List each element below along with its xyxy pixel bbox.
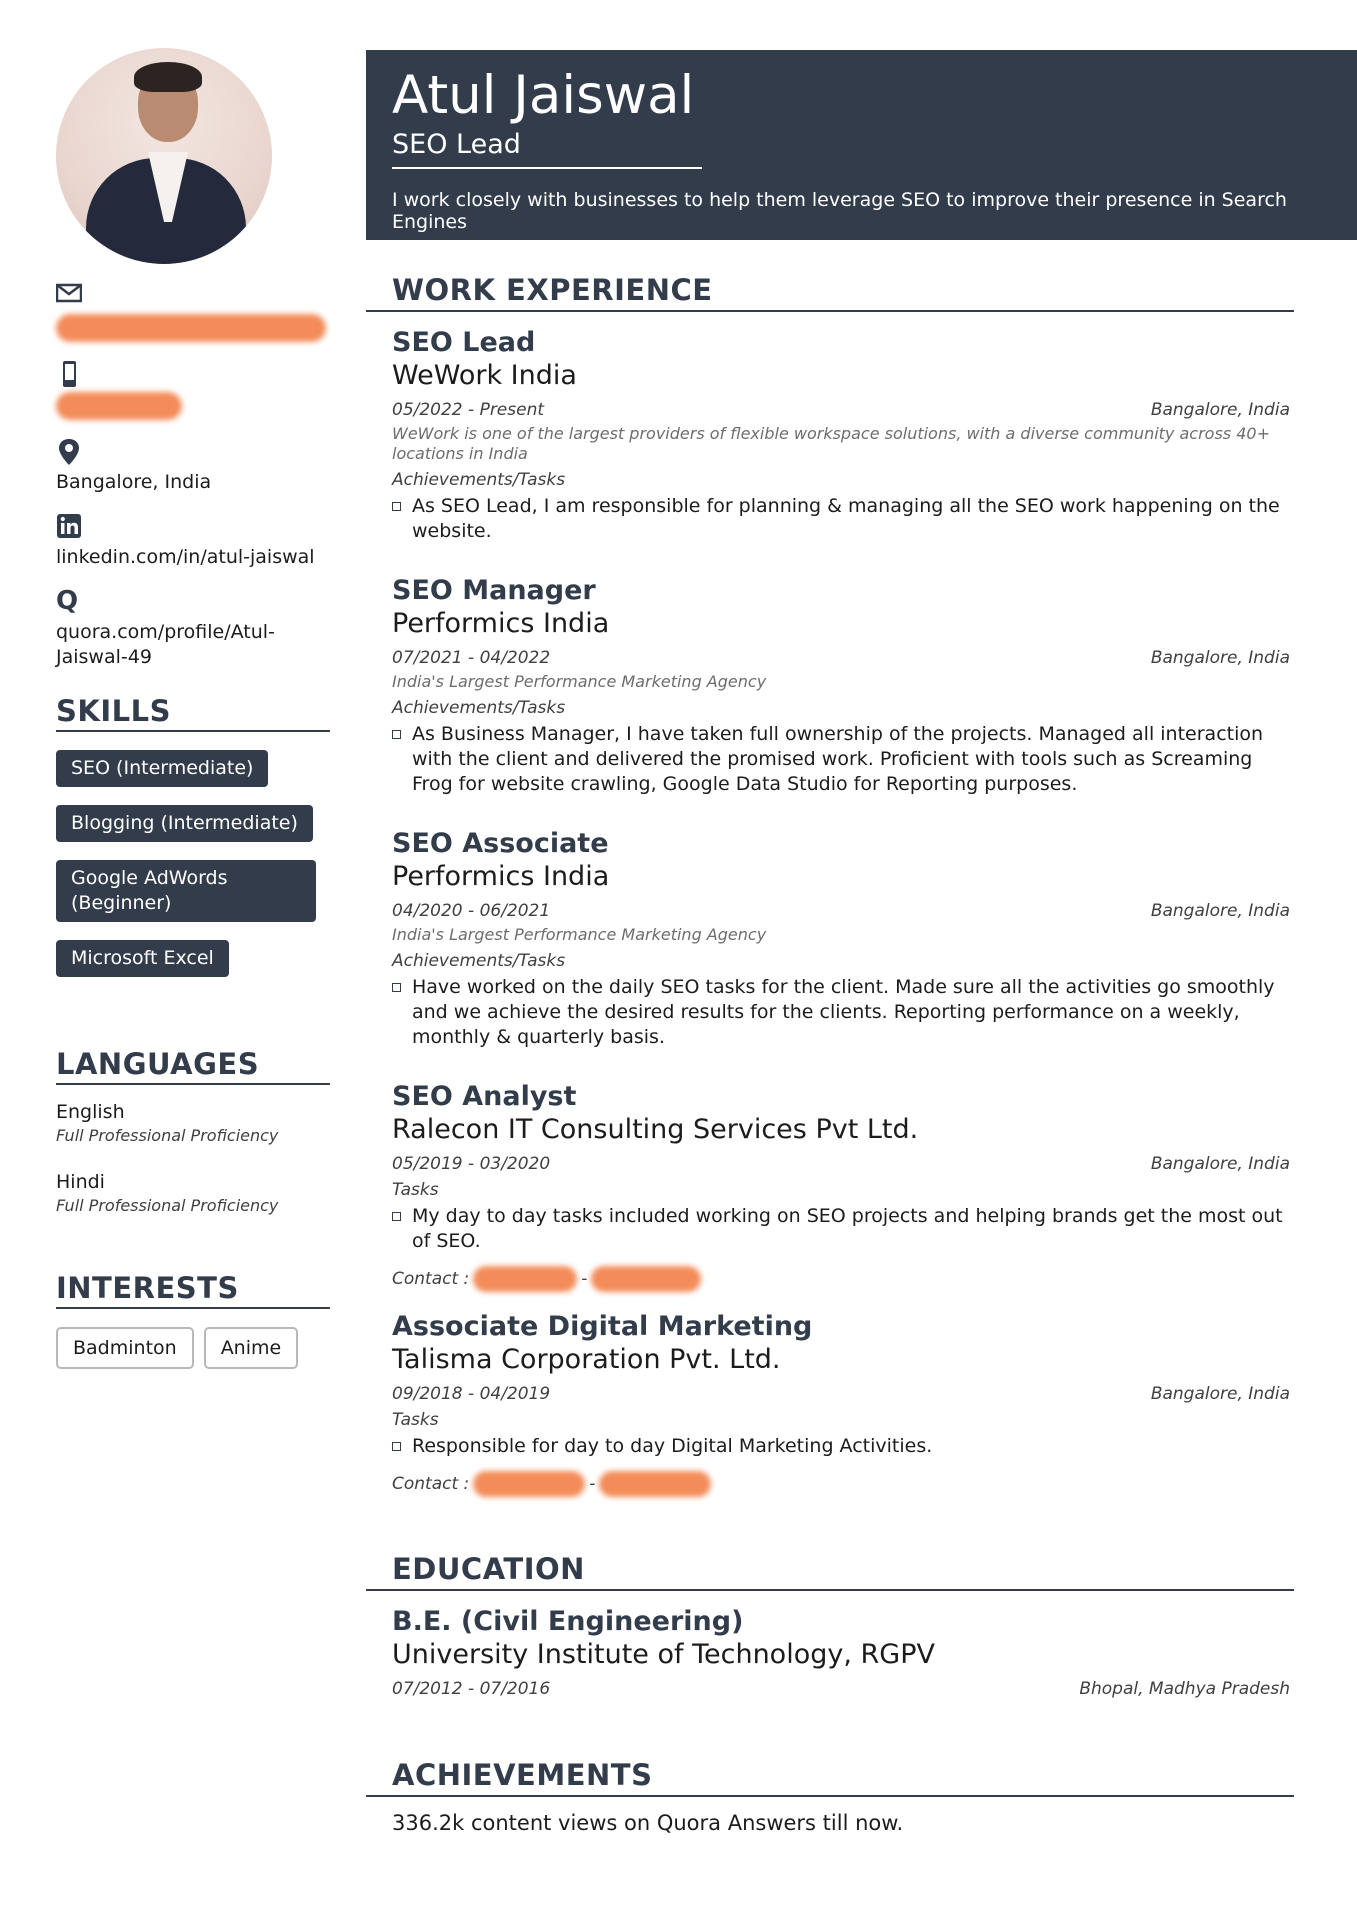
- interests-heading: INTERESTS: [56, 1271, 330, 1309]
- job-meta: [392, 400, 1290, 420]
- job-contact: [392, 1471, 1290, 1497]
- education-entry: [366, 1605, 1294, 1699]
- skill-tag: Microsoft Excel: [56, 940, 229, 977]
- task-bullet: Responsible for day to day Digital Marketing Activities.: [392, 1434, 1290, 1459]
- school: University Institute of Technology, RGPV: [392, 1639, 935, 1670]
- contact-phone-redacted: [599, 1471, 711, 1497]
- language-level: Full Professional Proficiency: [56, 1126, 279, 1145]
- job-contact: [392, 1266, 1290, 1292]
- linkedin-icon: [56, 513, 82, 539]
- job-company: Talisma Corporation Pvt. Ltd.: [392, 1344, 781, 1375]
- candidate-name: Atul Jaiswal: [392, 65, 695, 126]
- job-title: Associate Digital Marketing: [392, 1311, 813, 1342]
- education-location: Bhopal, Madhya Pradesh: [1079, 1679, 1290, 1699]
- job-dates: 09/2018 - 04/2019: [392, 1384, 551, 1404]
- phone-icon: [56, 360, 82, 386]
- achievement-text: 336.2k content views on Quora Answers till now.: [392, 1811, 904, 1835]
- skills-heading: SKILLS: [56, 694, 330, 732]
- job-location: Bangalore, India: [1150, 1384, 1290, 1404]
- contact-phone-redacted: [591, 1266, 701, 1292]
- quora-line-1: quora.com/profile/Atul-: [56, 621, 275, 643]
- job-entry: [366, 1080, 1294, 1292]
- skill-tag: SEO (Intermediate): [56, 750, 268, 787]
- quora-line-2: Jaiswal-49: [56, 646, 152, 668]
- job-company: WeWork India: [392, 360, 577, 391]
- skill-tag: Blogging (Intermediate): [56, 805, 313, 842]
- tasks-label: Achievements/Tasks: [392, 470, 566, 490]
- contact-separator: -: [581, 1269, 588, 1289]
- job-location: Bangalore, India: [1150, 400, 1290, 420]
- job-location: Bangalore, India: [1150, 648, 1290, 668]
- education-meta: [392, 1679, 1290, 1699]
- language-item: [56, 1171, 330, 1215]
- job-dates: 05/2019 - 03/2020: [392, 1154, 551, 1174]
- job-dates: 07/2021 - 04/2022: [392, 648, 551, 668]
- contact-label: Contact :: [392, 1269, 470, 1289]
- education-heading: EDUCATION: [366, 1549, 1294, 1591]
- location-pin-icon: [56, 438, 82, 464]
- email-redacted: [56, 314, 326, 342]
- envelope-icon: [56, 282, 82, 308]
- job-company: Ralecon IT Consulting Services Pvt Ltd.: [392, 1114, 919, 1145]
- job-description: India's Largest Performance Marketing Agency: [392, 672, 767, 691]
- tasks-label: Tasks: [392, 1410, 439, 1430]
- job-entry: [366, 1310, 1294, 1497]
- tasks-label: Achievements/Tasks: [392, 951, 566, 971]
- job-location: Bangalore, India: [1150, 901, 1290, 921]
- languages-heading: LANGUAGES: [56, 1047, 330, 1085]
- job-meta: [392, 1154, 1290, 1174]
- degree: B.E. (Civil Engineering): [392, 1606, 744, 1637]
- job-meta: [392, 648, 1290, 668]
- job-company: Performics India: [392, 608, 610, 639]
- task-bullet: My day to day tasks included working on SEO projects and helping brands get the most out of SEO.: [392, 1204, 1290, 1254]
- contact-label: Contact :: [392, 1474, 470, 1494]
- job-title: SEO Lead: [392, 327, 536, 358]
- interest-tag: Anime: [204, 1327, 299, 1369]
- job-meta: [392, 901, 1290, 921]
- skills-list: [56, 732, 330, 977]
- task-bullet: As Business Manager, I have taken full ownership of the projects. Managed all interaction with the client and delivered the promised work. Proficient with tools such as Screaming Frog for website crawling, Google Data Studio for Reporting purposes.: [392, 722, 1290, 797]
- contact-name-redacted: [473, 1471, 585, 1497]
- task-bullet: Have worked on the daily SEO tasks for the client. Made sure all the activities go smoothly and we achieve the desired results for the clients. Reporting performance on a weekly, monthly & quarterly basis.: [392, 975, 1290, 1050]
- job-description: WeWork is one of the largest providers of flexible workspace solutions, with a diverse community across 40+ locations in India: [392, 424, 1270, 463]
- job-entry: [366, 827, 1294, 1050]
- education-dates: 07/2012 - 07/2016: [392, 1679, 551, 1699]
- candidate-summary: I work closely with businesses to help them leverage SEO to improve their presence in Search Engines: [392, 189, 1287, 233]
- language-name: English: [56, 1101, 125, 1123]
- interest-tag: Badminton: [56, 1327, 194, 1369]
- interests-list: [56, 1309, 330, 1369]
- skill-tag-line-2: (Beginner): [71, 892, 172, 914]
- job-title: SEO Analyst: [392, 1081, 577, 1112]
- sidebar: [56, 48, 330, 1369]
- job-entry: [366, 326, 1294, 544]
- achievements-heading: ACHIEVEMENTS: [366, 1755, 1294, 1797]
- job-entry: [366, 574, 1294, 797]
- main-content: [366, 270, 1294, 1835]
- job-description: India's Largest Performance Marketing Agency: [392, 925, 767, 944]
- quora-icon: Q: [56, 586, 79, 616]
- job-title: SEO Associate: [392, 828, 609, 859]
- tasks-label: Achievements/Tasks: [392, 698, 566, 718]
- skill-tag-line-1: Google AdWords: [71, 867, 228, 889]
- job-title: SEO Manager: [392, 575, 596, 606]
- job-dates: 05/2022 - Present: [392, 400, 545, 420]
- location-text: Bangalore, India: [56, 471, 212, 493]
- contact-separator: -: [589, 1474, 596, 1494]
- phone-redacted: [56, 392, 182, 420]
- candidate-title: SEO Lead: [392, 128, 702, 169]
- contact-name-redacted: [473, 1266, 577, 1292]
- language-name: Hindi: [56, 1171, 105, 1193]
- job-location: Bangalore, India: [1150, 1154, 1290, 1174]
- profile-photo: [56, 48, 272, 264]
- resume-header: [366, 50, 1357, 240]
- tasks-label: Tasks: [392, 1180, 439, 1200]
- job-company: Performics India: [392, 861, 610, 892]
- job-meta: [392, 1384, 1290, 1404]
- language-item: [56, 1101, 330, 1145]
- skill-tag: [56, 860, 316, 922]
- task-bullet: As SEO Lead, I am responsible for planning & managing all the SEO work happening on the website.: [392, 494, 1290, 544]
- work-experience-heading: WORK EXPERIENCE: [366, 270, 1294, 312]
- linkedin-link[interactable]: linkedin.com/in/atul-jaiswal: [56, 546, 315, 568]
- language-level: Full Professional Proficiency: [56, 1196, 279, 1215]
- quora-link[interactable]: [56, 620, 330, 670]
- job-dates: 04/2020 - 06/2021: [392, 901, 551, 921]
